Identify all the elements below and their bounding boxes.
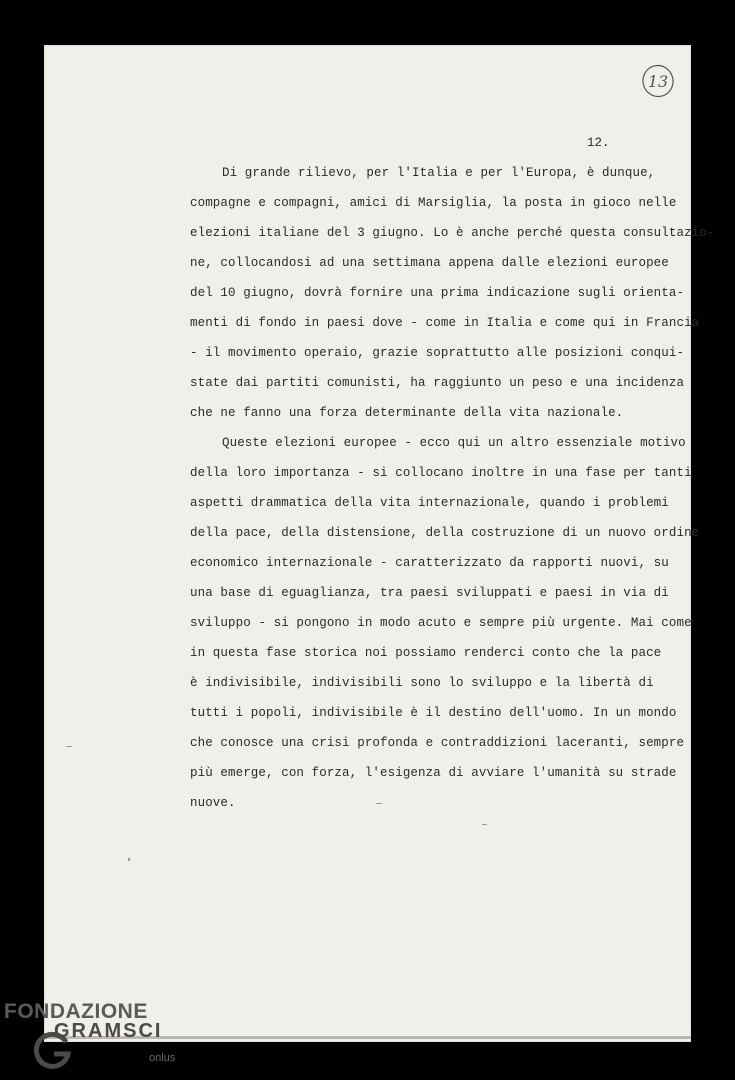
text-line: una base di eguaglianza, tra paesi sviluppati e paesi in via di	[190, 586, 669, 600]
page-number: 12.	[587, 136, 610, 150]
text-line: - il movimento operaio, grazie soprattutto alle posizioni conqui-	[190, 346, 685, 360]
fondazione-gramsci-logo	[2, 998, 192, 1078]
dust-speck	[66, 746, 72, 747]
dust-speck	[482, 824, 487, 825]
archive-stamp	[641, 64, 675, 98]
text-line: aspetti drammatica della vita internazionale, quando i problemi	[190, 496, 669, 510]
text-line: è indivisibile, indivisibili sono lo sviluppo e la libertà di	[190, 676, 654, 690]
logo-line-1: FONDAZIONE	[4, 1000, 148, 1023]
text-line: ne, collocandosi ad una settimana appena dalle elezioni europee	[190, 256, 669, 270]
text-line: elezioni italiane del 3 giugno. Lo è anche perché questa consultazio-	[190, 226, 715, 240]
text-line: che ne fanno una forza determinante della vita nazionale.	[190, 406, 624, 420]
text-line: sviluppo - si pongono in modo acuto e sempre più urgente. Mai come	[190, 616, 692, 630]
text-line: compagne e compagni, amici di Marsiglia, la posta in gioco nelle	[190, 196, 677, 210]
archive-number: 13	[647, 72, 669, 91]
text-line: in questa fase storica noi possiamo renderci conto che la pace	[190, 646, 662, 660]
text-line: più emerge, con forza, l'esigenza di avviare l'umanità su strade	[190, 766, 677, 780]
document-page	[44, 45, 691, 1042]
text-line: tutti i popoli, indivisibile è il destino dell'uomo. In un mondo	[190, 706, 677, 720]
text-line: economico internazionale - caratterizzato da rapporti nuovi, su	[190, 556, 669, 570]
text-line: della pace, della distensione, della costruzione di un nuovo ordine	[190, 526, 700, 540]
text-line: state dai partiti comunisti, ha raggiunto un peso e una incidenza	[190, 376, 685, 390]
text-line: Di grande rilievo, per l'Italia e per l'Europa, è dunque,	[222, 166, 656, 180]
text-line: menti di fondo in paesi dove - come in Italia e come qui in Francia	[190, 316, 700, 330]
logo-subtitle: onlus	[149, 1052, 176, 1064]
text-line: nuove.	[190, 796, 236, 810]
dust-speck	[128, 858, 130, 861]
dust-speck	[376, 803, 382, 804]
text-line: che conosce una crisi profonda e contraddizioni laceranti, sempre	[190, 736, 685, 750]
text-line: del 10 giugno, dovrà fornire una prima indicazione sugli orienta-	[190, 286, 685, 300]
text-line: della loro importanza - si collocano inoltre in una fase per tanti	[190, 466, 692, 480]
text-line: Queste elezioni europee - ecco qui un altro essenziale motivo	[222, 436, 686, 450]
logo-line-2: GRAMSCI	[54, 1020, 163, 1042]
